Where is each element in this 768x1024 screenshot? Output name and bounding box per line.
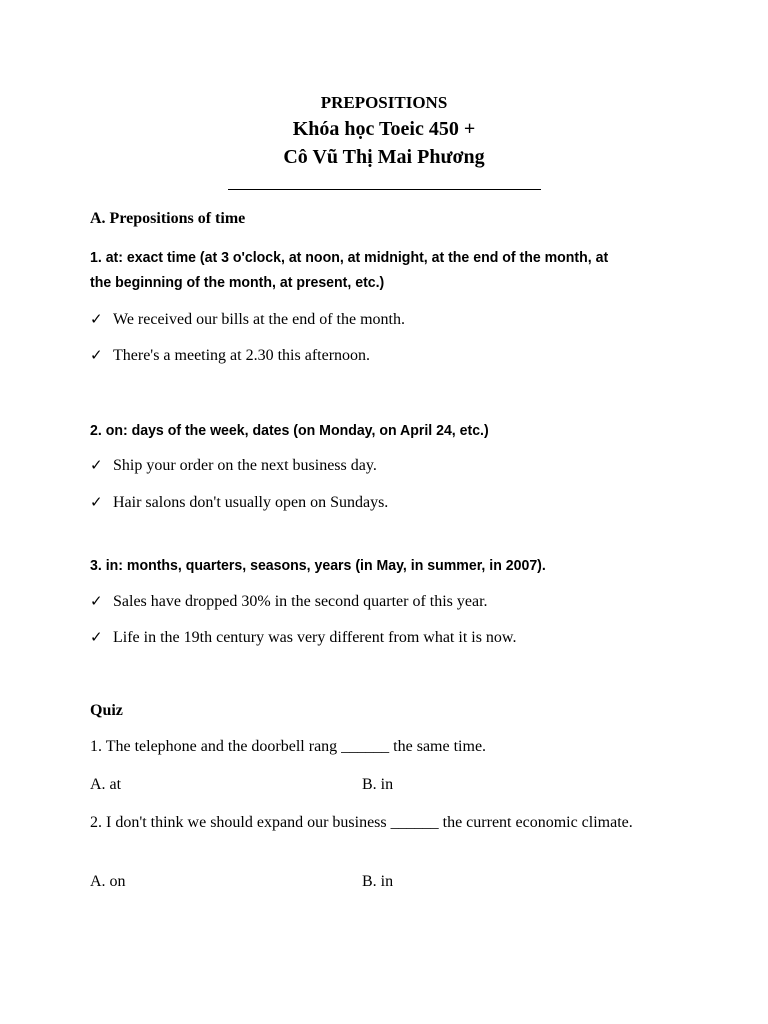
example-text: Life in the 19th century was very different from what it is now. xyxy=(113,629,517,646)
section-a-heading: A. Prepositions of time xyxy=(90,210,246,227)
example-text: There's a meeting at 2.30 this afternoon. xyxy=(113,347,371,364)
checkmark-icon: ✓ xyxy=(90,346,103,364)
rule-1-title-line1: 1. at: exact time (at 3 o'clock, at noon, at midnight, at the end of the month, at xyxy=(90,249,609,266)
example-item xyxy=(90,592,488,611)
rule-2-title: 2. on: days of the week, dates (on Monday, on April 24, etc.) xyxy=(90,422,489,439)
example-text: We received our bills at the end of the month. xyxy=(113,311,405,328)
title-divider xyxy=(228,189,541,190)
checkmark-icon: ✓ xyxy=(90,493,103,511)
example-text: Hair salons don't usually open on Sundays. xyxy=(113,494,389,511)
quiz-option-a: A. on xyxy=(90,873,126,890)
quiz-option-b: B. in xyxy=(362,776,394,793)
example-item xyxy=(90,628,516,647)
checkmark-icon: ✓ xyxy=(90,456,103,474)
example-item xyxy=(90,456,377,475)
example-item xyxy=(90,310,405,329)
checkmark-icon: ✓ xyxy=(90,310,103,328)
quiz-option-a: A. at xyxy=(90,776,122,793)
quiz-option-b: B. in xyxy=(362,873,394,890)
example-text: Sales have dropped 30% in the second quarter of this year. xyxy=(113,593,488,610)
rule-1-title xyxy=(90,245,643,295)
teacher-name: Cô Vũ Thị Mai Phương xyxy=(283,146,485,168)
example-text: Ship your order on the next business day. xyxy=(113,457,377,474)
rule-1-title-line2: the beginning of the month, at present, etc.) xyxy=(90,274,385,291)
course-name: Khóa học Toeic 450 + xyxy=(292,118,476,140)
example-item xyxy=(90,346,370,365)
rule-3-title: 3. in: months, quarters, seasons, years (in May, in summer, in 2007). xyxy=(90,557,546,574)
checkmark-icon: ✓ xyxy=(90,628,103,646)
checkmark-icon: ✓ xyxy=(90,592,103,610)
quiz-question-2: 2. I don't think we should expand our business ______ the current economic climate. xyxy=(90,814,633,831)
quiz-heading: Quiz xyxy=(90,702,123,719)
quiz-question-1: 1. The telephone and the doorbell rang ______ the same time. xyxy=(90,738,487,755)
document-title: PREPOSITIONS xyxy=(320,93,448,112)
example-item xyxy=(90,493,388,512)
